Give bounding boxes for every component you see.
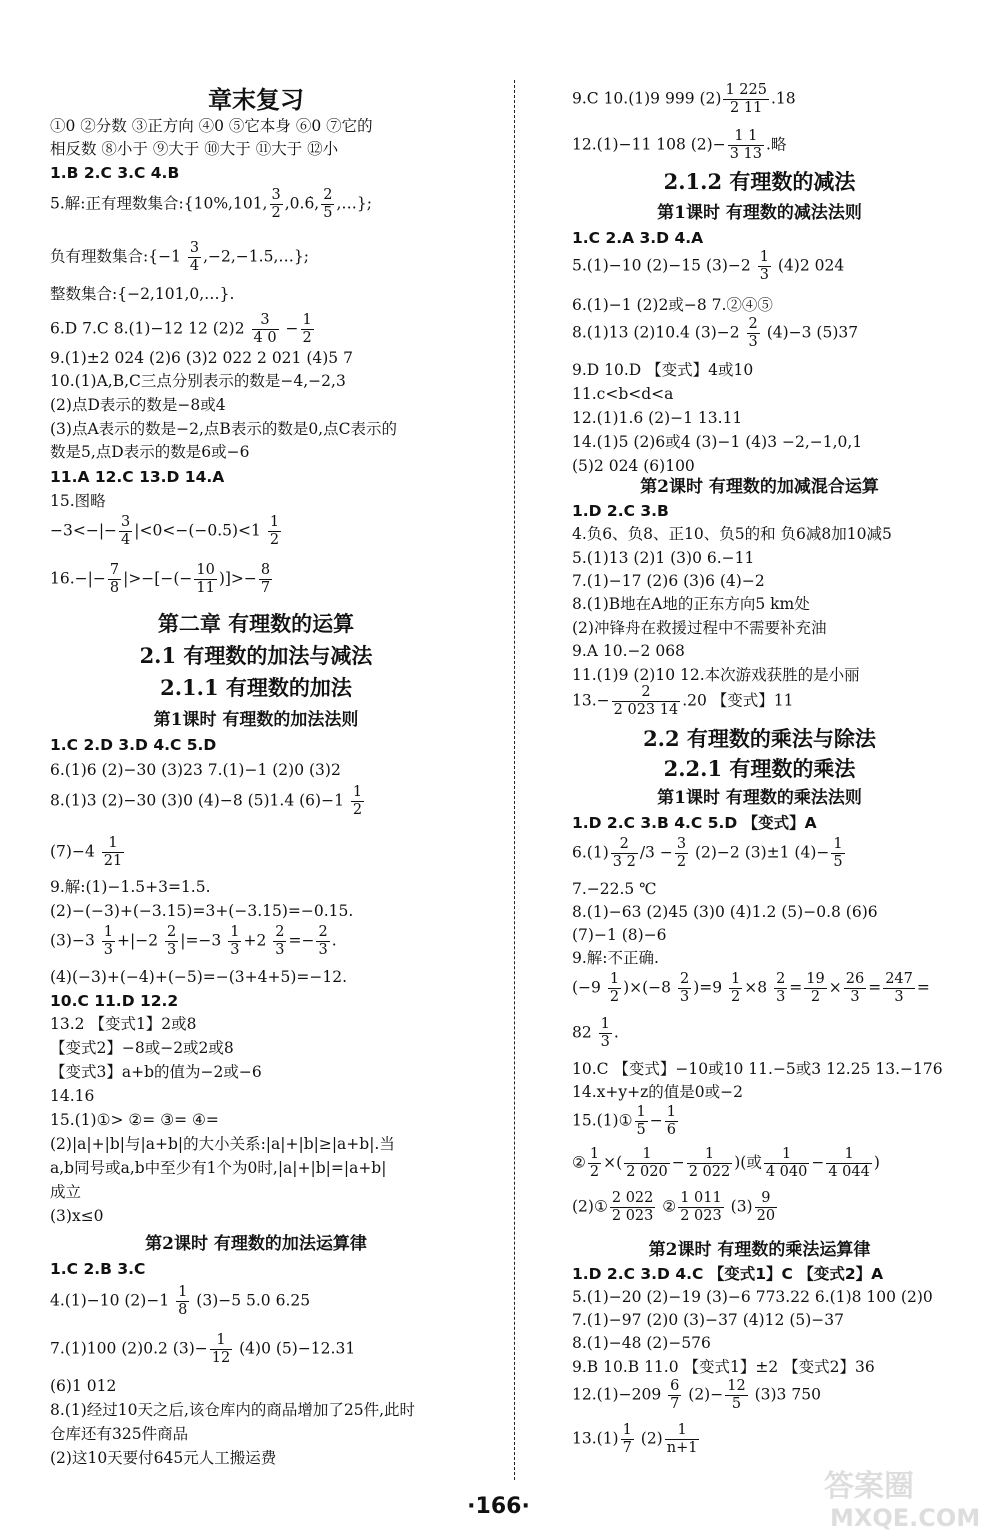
fraction: $\frac{3}{4}$ bbox=[121, 514, 131, 548]
fraction: $\frac{1}{12}$ bbox=[211, 1332, 231, 1366]
fraction: $\frac{1 225}{2 11}$ bbox=[725, 82, 767, 116]
answer-line: 9.C 10.(1)9 999 (2) $\frac{1 225}{2 11}$ .18 bbox=[572, 82, 796, 116]
fraction: $\frac{9}{20}$ bbox=[756, 1190, 776, 1224]
fraction: $\frac{7}{8}$ bbox=[109, 562, 120, 596]
section-heading: 第二章 有理数的运算 bbox=[157, 611, 355, 636]
answer-line: 1.D 2.C 3.B bbox=[572, 502, 669, 520]
answer-line: (−9 $\frac{1}{2}$ )×(−8 $\frac{2}{3}$ )=9 $\frac{1}{2}$ ×8 $\frac{2}{3}$ = $\frac{19}{2}$ × $\frac{26}{3}$ = $\frac{247}{3}$ = bbox=[572, 971, 930, 1005]
fraction: $\frac{2 022}{2 023}$ bbox=[611, 1190, 654, 1224]
answer-line: 1.C 2.D 3.D 4.C 5.D bbox=[50, 736, 217, 754]
answer-line: 12.(1)1.6 (2)−1 13.11 bbox=[572, 409, 743, 427]
fraction: $\frac{1}{4 040}$ bbox=[765, 1146, 808, 1180]
watermark-logo bbox=[820, 1462, 992, 1532]
answer-line: 8.(1)−63 (2)45 (3)0 (4)1.2 (5)−0.8 (6)6 bbox=[572, 903, 878, 921]
fraction: $\frac{1}{3}$ bbox=[230, 924, 240, 958]
answer-line: (7)−4 $\frac{1}{21}$ bbox=[50, 835, 123, 869]
fraction: $\frac{1}{8}$ bbox=[178, 1284, 188, 1318]
fraction: $\frac{1}{2 020}$ bbox=[626, 1146, 668, 1180]
answer-line: −3<−|− $\frac{3}{4}$ |<0<−(−0.5)<1 $\frac{1}{2}$ bbox=[50, 514, 280, 548]
fraction: $\frac{1}{3}$ bbox=[759, 249, 769, 283]
answer-line: ② $\frac{1}{2}$ ×( $\frac{1}{2 020}$ − $\frac{1}{2 022}$ )(或 $\frac{1}{4 040}$ − $\frac{1}{4 044}$ ) bbox=[572, 1146, 880, 1180]
answer-line: 9.B 10.B 11.0 【变式1】±2 【变式2】36 bbox=[572, 1358, 875, 1376]
answer-line: 5.(1)−10 (2)−15 (3)−2 $\frac{1}{3}$ (4)2 024 bbox=[572, 249, 845, 283]
answer-line: 6.(1)−1 (2)2或−8 7.②④⑤ bbox=[572, 296, 773, 314]
answer-line: 16.−|− $\frac{7}{8}$ |>−[−(− $\frac{10}{11}$ )]>− $\frac{8}{7}$ bbox=[50, 562, 271, 596]
section-heading: 2.1.1 有理数的加法 bbox=[160, 675, 352, 700]
answer-line: a,b同号或a,b中至少有1个为0时,|a|+|b|=|a+b| bbox=[50, 1159, 387, 1177]
answer-line: 8.(1)B地在A地的正东方向5 km处 bbox=[572, 595, 810, 613]
answer-line: 12.(1)−209 $\frac{6}{7}$ (2)− $\frac{12}{5}$ (3)3 750 bbox=[572, 1378, 821, 1412]
answer-line: 8.(1)经过10天之后,该仓库内的商品增加了25件,此时 bbox=[50, 1401, 416, 1419]
answer-line: 7.(1)−17 (2)6 (3)6 (4)−2 bbox=[572, 572, 765, 590]
answer-line: 4.(1)−10 (2)−1 $\frac{1}{8}$ (3)−5 5.0 6.25 bbox=[50, 1284, 311, 1318]
watermark-text-en: MXQE.COM bbox=[830, 1504, 981, 1532]
fraction: $\frac{1 011}{2 023}$ bbox=[680, 1190, 722, 1224]
answer-line: (2)① $\frac{2 022}{2 023}$ ② $\frac{1 011}{2 023}$ (3) $\frac{9}{20}$ bbox=[572, 1190, 776, 1224]
fraction: $\frac{1}{6}$ bbox=[666, 1104, 676, 1138]
fraction: $\frac{3}{4 0}$ bbox=[253, 312, 277, 346]
answer-line: 14.(1)5 (2)6或4 (3)−1 (4)3 −2,−1,0,1 bbox=[572, 433, 863, 451]
answer-line: 6.D 7.C 8.(1)−12 12 (2)2 $\frac{3}{4 0}$ − $\frac{1}{2}$ bbox=[50, 312, 312, 346]
answer-line: 13.(1) $\frac{1}{7}$ (2) $\frac{1}{n+1}$ bbox=[572, 1422, 698, 1456]
answer-line: (2)−(−3)+(−3.15)=3+(−3.15)=−0.15. bbox=[50, 902, 354, 920]
fraction: $\frac{1 1}{3 13}$ bbox=[729, 128, 762, 162]
answer-line: (4)(−3)+(−4)+(−5)=−(3+4+5)=−12. bbox=[50, 968, 348, 986]
fraction: $\frac{3}{2}$ bbox=[271, 187, 281, 221]
fraction: $\frac{1}{3}$ bbox=[103, 924, 113, 958]
answer-line: (2)|a|+|b|与|a+b|的大小关系:|a|+|b|≥|a+b|.当 bbox=[50, 1135, 395, 1153]
fraction: $\frac{2}{3}$ bbox=[275, 924, 285, 958]
fraction: $\frac{1}{2}$ bbox=[609, 971, 620, 1005]
fraction: $\frac{1}{7}$ bbox=[622, 1422, 632, 1456]
fraction: $\frac{1}{3}$ bbox=[600, 1016, 610, 1050]
answer-line: 6.(1)6 (2)−30 (3)23 7.(1)−1 (2)0 (3)2 bbox=[50, 761, 341, 779]
section-heading: 第2课时 有理数的加减混合运算 bbox=[640, 477, 879, 497]
answer-line: (7)−1 (8)−6 bbox=[572, 926, 667, 944]
answer-line: 9.解:(1)−1.5+3=1.5. bbox=[50, 878, 211, 896]
section-heading: 2.2 有理数的乘法与除法 bbox=[643, 726, 876, 751]
answer-line: (2)这10天要付645元人工搬运费 bbox=[50, 1449, 277, 1467]
answer-line: 10.C 【变式】−10或10 11.−5或3 12.25 13.−176 bbox=[572, 1060, 943, 1078]
fraction: $\frac{10}{11}$ bbox=[196, 562, 215, 596]
fraction: $\frac{1}{5}$ bbox=[636, 1104, 646, 1138]
answer-line: 成立 bbox=[50, 1183, 82, 1201]
fraction: $\frac{1}{2}$ bbox=[352, 784, 363, 818]
fraction: $\frac{2}{3}$ bbox=[748, 316, 758, 350]
answer-line: 1.D 2.C 3.B 4.C 5.D 【变式】A bbox=[572, 814, 817, 832]
fraction: $\frac{3}{2}$ bbox=[676, 836, 687, 870]
answer-line: 仓库还有325件商品 bbox=[50, 1425, 189, 1443]
answer-line: 整数集合:{−2,101,0,…}. bbox=[50, 285, 235, 303]
column-divider bbox=[514, 80, 515, 1480]
page-number: ·166· bbox=[467, 1494, 530, 1519]
answer-line: (3)x≤0 bbox=[50, 1207, 104, 1225]
answer-line: (2)冲锋舟在救援过程中不需要补充油 bbox=[572, 619, 827, 637]
answer-line: 14.x+y+z的值是0或−2 bbox=[572, 1083, 743, 1101]
fraction: $\frac{2}{2 023 14}$ bbox=[613, 684, 679, 718]
fraction: $\frac{2}{3}$ bbox=[776, 971, 786, 1005]
answer-line: 10.C 11.D 12.2 bbox=[50, 992, 179, 1010]
answer-line: 1.C 2.B 3.C bbox=[50, 1260, 146, 1278]
answer-line: 9.D 10.D 【变式】4或10 bbox=[572, 361, 754, 379]
answer-line: (5)2 024 (6)100 bbox=[572, 457, 695, 475]
answer-line: 1.B 2.C 3.C 4.B bbox=[50, 164, 180, 182]
fraction: $\frac{26}{3}$ bbox=[845, 971, 865, 1005]
answer-line: 13.− $\frac{2}{2 023 14}$ .20 【变式】11 bbox=[572, 684, 794, 718]
answer-line: 【变式3】a+b的值为−2或−6 bbox=[50, 1063, 262, 1081]
answer-line: 10.(1)A,B,C三点分别表示的数是−4,−2,3 bbox=[50, 372, 346, 390]
section-heading: 章末复习 bbox=[208, 85, 304, 114]
fraction: $\frac{1}{2}$ bbox=[302, 312, 312, 346]
answer-line: 11.A 12.C 13.D 14.A bbox=[50, 468, 225, 486]
answer-line: 14.16 bbox=[50, 1087, 95, 1105]
fraction: $\frac{12}{5}$ bbox=[727, 1378, 746, 1412]
fraction: $\frac{1}{2}$ bbox=[731, 971, 741, 1005]
answer-line: 7.(1)−97 (2)0 (3)−37 (4)12 (5)−37 bbox=[572, 1311, 844, 1329]
section-heading: 第2课时 有理数的加法运算律 bbox=[145, 1234, 367, 1254]
answer-line: 11.c<b<d<a bbox=[572, 385, 674, 403]
answer-line: 负有理数集合:{−1 $\frac{3}{4}$ ,−2,−1.5,…}; bbox=[50, 240, 309, 274]
section-heading: 第1课时 有理数的加法法则 bbox=[153, 710, 359, 730]
answer-line: 9.(1)±2 024 (2)6 (3)2 022 2 021 (4)5 7 bbox=[50, 349, 353, 367]
fraction: $\frac{2}{3}$ bbox=[679, 971, 690, 1005]
fraction: $\frac{1}{2}$ bbox=[269, 514, 280, 548]
section-heading: 第1课时 有理数的乘法法则 bbox=[657, 788, 862, 808]
answer-line: ①0 ②分数 ③正方向 ④0 ⑤它本身 ⑥0 ⑦它的 bbox=[50, 117, 373, 135]
fraction: $\frac{2}{3}$ bbox=[318, 924, 328, 958]
section-heading: 2.2.1 有理数的乘法 bbox=[663, 756, 856, 781]
answer-line: 5.解:正有理数集合:{10%,101, $\frac{3}{2}$ ,0.6̇, $\frac{2}{5}$ ,…}; bbox=[50, 187, 372, 221]
answer-line: (3)−3 $\frac{1}{3}$ +|−2 $\frac{2}{3}$ |=−3 $\frac{1}{3}$ +2 $\frac{2}{3}$ =− $\frac{2}{3}$ . bbox=[50, 924, 337, 958]
section-heading: 第2课时 有理数的乘法运算律 bbox=[648, 1240, 871, 1260]
answer-line: 7.(1)100 (2)0.2 (3)− $\frac{1}{12}$ (4)0 (5)−12.31 bbox=[50, 1332, 356, 1366]
fraction: $\frac{1}{21}$ bbox=[103, 835, 123, 869]
fraction: $\frac{6}{7}$ bbox=[670, 1378, 680, 1412]
answer-line: 1.C 2.A 3.D 4.A bbox=[572, 229, 704, 247]
answer-line: 12.(1)−11 108 (2)− $\frac{1 1}{3 13}$ .略 bbox=[572, 128, 787, 162]
answer-line: (6)1 012 bbox=[50, 1377, 117, 1395]
fraction: $\frac{2}{3 2}$ bbox=[612, 836, 636, 870]
answer-line: 15.图略 bbox=[50, 492, 106, 510]
fraction: $\frac{2}{3}$ bbox=[166, 924, 177, 958]
fraction: $\frac{1}{n+1}$ bbox=[666, 1422, 698, 1456]
answer-line: 5.(1)13 (2)1 (3)0 6.−11 bbox=[572, 549, 755, 567]
answer-line: 相反数 ⑧小于 ⑨大于 ⑩大于 ⑪大于 ⑫小 bbox=[50, 140, 339, 158]
answer-line: 11.(1)9 (2)10 12.本次游戏获胜的是小丽 bbox=[572, 666, 860, 684]
answer-line: 1.D 2.C 3.D 4.C 【变式1】C 【变式2】A bbox=[572, 1265, 884, 1283]
answer-line: (2)点D表示的数是−8或4 bbox=[50, 396, 226, 414]
answer-line: 82 $\frac{1}{3}$ . bbox=[572, 1016, 619, 1050]
fraction: $\frac{1}{4 044}$ bbox=[828, 1146, 870, 1180]
fraction: $\frac{3}{4}$ bbox=[189, 240, 200, 274]
answer-line: 数是5,点D表示的数是6或−6 bbox=[50, 443, 250, 461]
fraction: $\frac{1}{2 022}$ bbox=[688, 1146, 731, 1180]
fraction: $\frac{19}{2}$ bbox=[806, 971, 825, 1005]
section-heading: 2.1.2 有理数的减法 bbox=[663, 169, 856, 194]
answer-line: 5.(1)−20 (2)−19 (3)−6 773.22 6.(1)8 100 (2)0 bbox=[572, 1288, 933, 1306]
fraction: $\frac{2}{5}$ bbox=[323, 187, 333, 221]
answer-line: 8.(1)3 (2)−30 (3)0 (4)−8 (5)1.4 (6)−1 $\frac{1}{2}$ bbox=[50, 784, 363, 818]
answer-line: (3)点A表示的数是−2,点B表示的数是0,点C表示的 bbox=[50, 420, 397, 438]
section-heading: 第1课时 有理数的减法法则 bbox=[657, 203, 862, 223]
answer-line: 8.(1)13 (2)10.4 (3)−2 $\frac{2}{3}$ (4)−3 (5)37 bbox=[572, 316, 859, 350]
answer-line: 9.A 10.−2 068 bbox=[572, 642, 685, 660]
answer-line: 15.(1)① $\frac{1}{5}$ − $\frac{1}{6}$ bbox=[572, 1104, 676, 1138]
answer-line: 9.解:不正确. bbox=[572, 949, 659, 967]
section-heading: 2.1 有理数的加法与减法 bbox=[139, 643, 373, 668]
answer-line: 13.2 【变式1】2或8 bbox=[50, 1015, 197, 1033]
fraction: $\frac{1}{2}$ bbox=[589, 1146, 600, 1180]
watermark-text-cn: 答案圈 bbox=[824, 1469, 914, 1504]
fraction: $\frac{247}{3}$ bbox=[885, 971, 913, 1005]
fraction: $\frac{8}{7}$ bbox=[260, 562, 271, 596]
fraction: $\frac{1}{5}$ bbox=[833, 836, 843, 870]
answer-line: 15.(1)①> ②= ③= ④= bbox=[50, 1111, 219, 1129]
answer-line: 4.负6、负8、正10、负5的和 负6减8加10减5 bbox=[572, 525, 892, 543]
answer-line: 【变式2】−8或−2或2或8 bbox=[50, 1039, 234, 1057]
answer-line: 8.(1)−48 (2)−576 bbox=[572, 1334, 711, 1352]
answer-line: 6.(1) $\frac{2}{3 2}$ /3 − $\frac{3}{2}$ (2)−2 (3)±1 (4)− $\frac{1}{5}$ bbox=[572, 836, 843, 870]
answer-line: 7.−22.5 ℃ bbox=[572, 880, 657, 898]
